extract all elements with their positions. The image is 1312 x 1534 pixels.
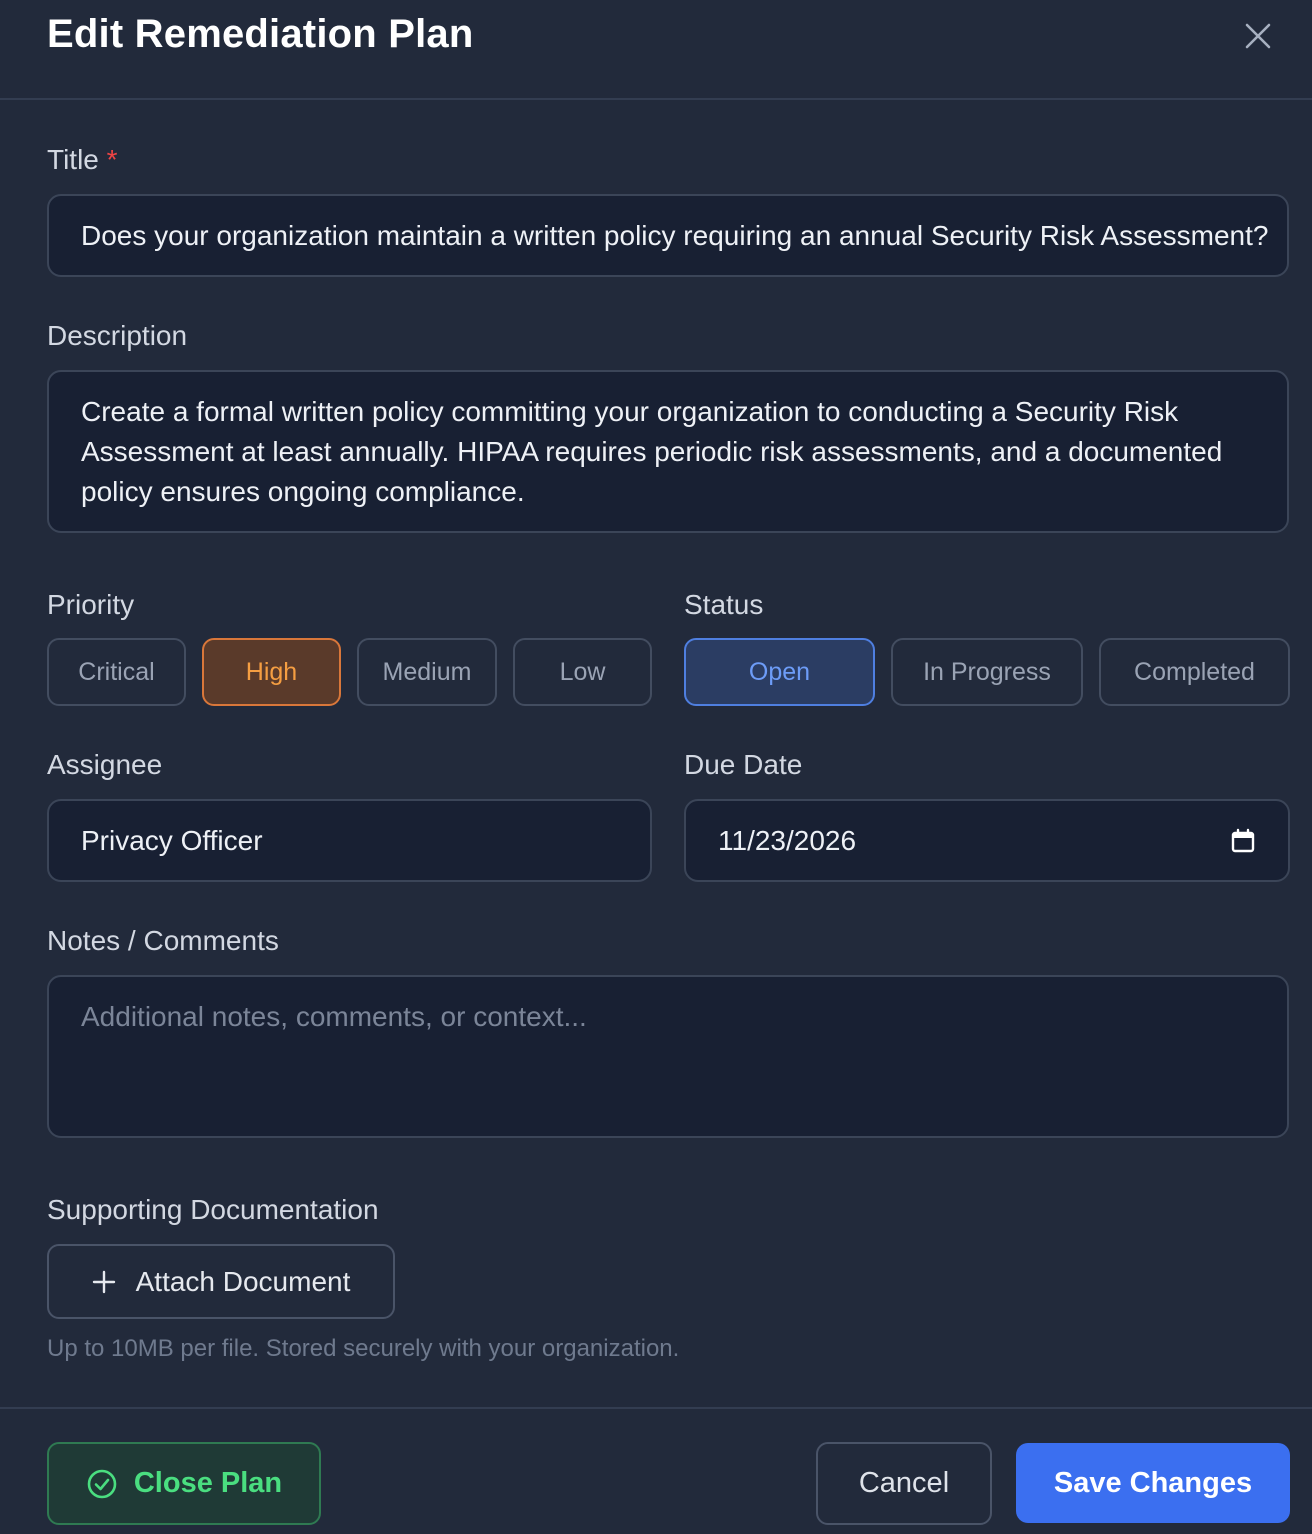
assignee-label: Assignee xyxy=(47,749,163,780)
priority-medium-button[interactable]: Medium xyxy=(357,638,497,706)
modal-title: Edit Remediation Plan xyxy=(47,12,474,56)
attach-document-button[interactable] xyxy=(47,1244,395,1319)
notes-placeholder: Additional notes, comments, or context... xyxy=(81,1001,587,1032)
title-label-text: Title xyxy=(47,144,99,175)
status-label: Status xyxy=(684,589,764,620)
priority-critical-button[interactable]: Critical xyxy=(47,638,186,706)
title-input-value: Does your organization maintain a written policy requiring an annual Security Risk Assessment? xyxy=(81,219,1269,251)
close-plan-label: Close Plan xyxy=(133,1467,283,1499)
assignee-value: Privacy Officer xyxy=(81,824,263,856)
supporting-docs-label: Supporting Documentation xyxy=(47,1194,379,1225)
status-completed-button[interactable]: Completed xyxy=(1099,638,1290,706)
status-open-button[interactable]: Open xyxy=(684,638,875,706)
description-value: Create a formal written policy committing your organization to conducting a Security Risk Assessment at least annually. HIPAA requires periodic risk assessments, and a documented policy ensures ongoing compliance. xyxy=(81,396,1223,507)
check-circle-icon xyxy=(86,1468,118,1500)
calendar-icon[interactable] xyxy=(1230,828,1256,854)
assignee-input[interactable] xyxy=(47,799,652,882)
required-asterisk: * xyxy=(106,144,118,175)
due-date-label: Due Date xyxy=(684,749,803,780)
notes-textarea[interactable] xyxy=(47,975,1289,1138)
title-input[interactable] xyxy=(47,194,1289,277)
priority-high-button[interactable]: High xyxy=(202,638,341,706)
description-label: Description xyxy=(47,320,188,351)
title-label xyxy=(47,144,118,176)
description-textarea[interactable] xyxy=(47,370,1289,533)
due-date-input[interactable] xyxy=(684,799,1290,882)
footer-divider xyxy=(0,1407,1312,1409)
due-date-value: 11/23/2026 xyxy=(718,824,857,856)
plus-icon xyxy=(92,1270,116,1294)
save-changes-button[interactable]: Save Changes xyxy=(1016,1443,1290,1523)
cancel-button[interactable]: Cancel xyxy=(816,1442,992,1525)
status-in-progress-button[interactable]: In Progress xyxy=(891,638,1083,706)
priority-label: Priority xyxy=(47,589,135,620)
attach-document-label: Attach Document xyxy=(135,1265,351,1297)
close-icon[interactable] xyxy=(1238,16,1278,56)
modal-header xyxy=(0,0,1312,100)
docs-help-text: Up to 10MB per file. Stored securely with your organization. xyxy=(47,1335,680,1362)
notes-label: Notes / Comments xyxy=(47,925,279,956)
priority-low-button[interactable]: Low xyxy=(513,638,652,706)
close-plan-button[interactable] xyxy=(47,1442,321,1525)
